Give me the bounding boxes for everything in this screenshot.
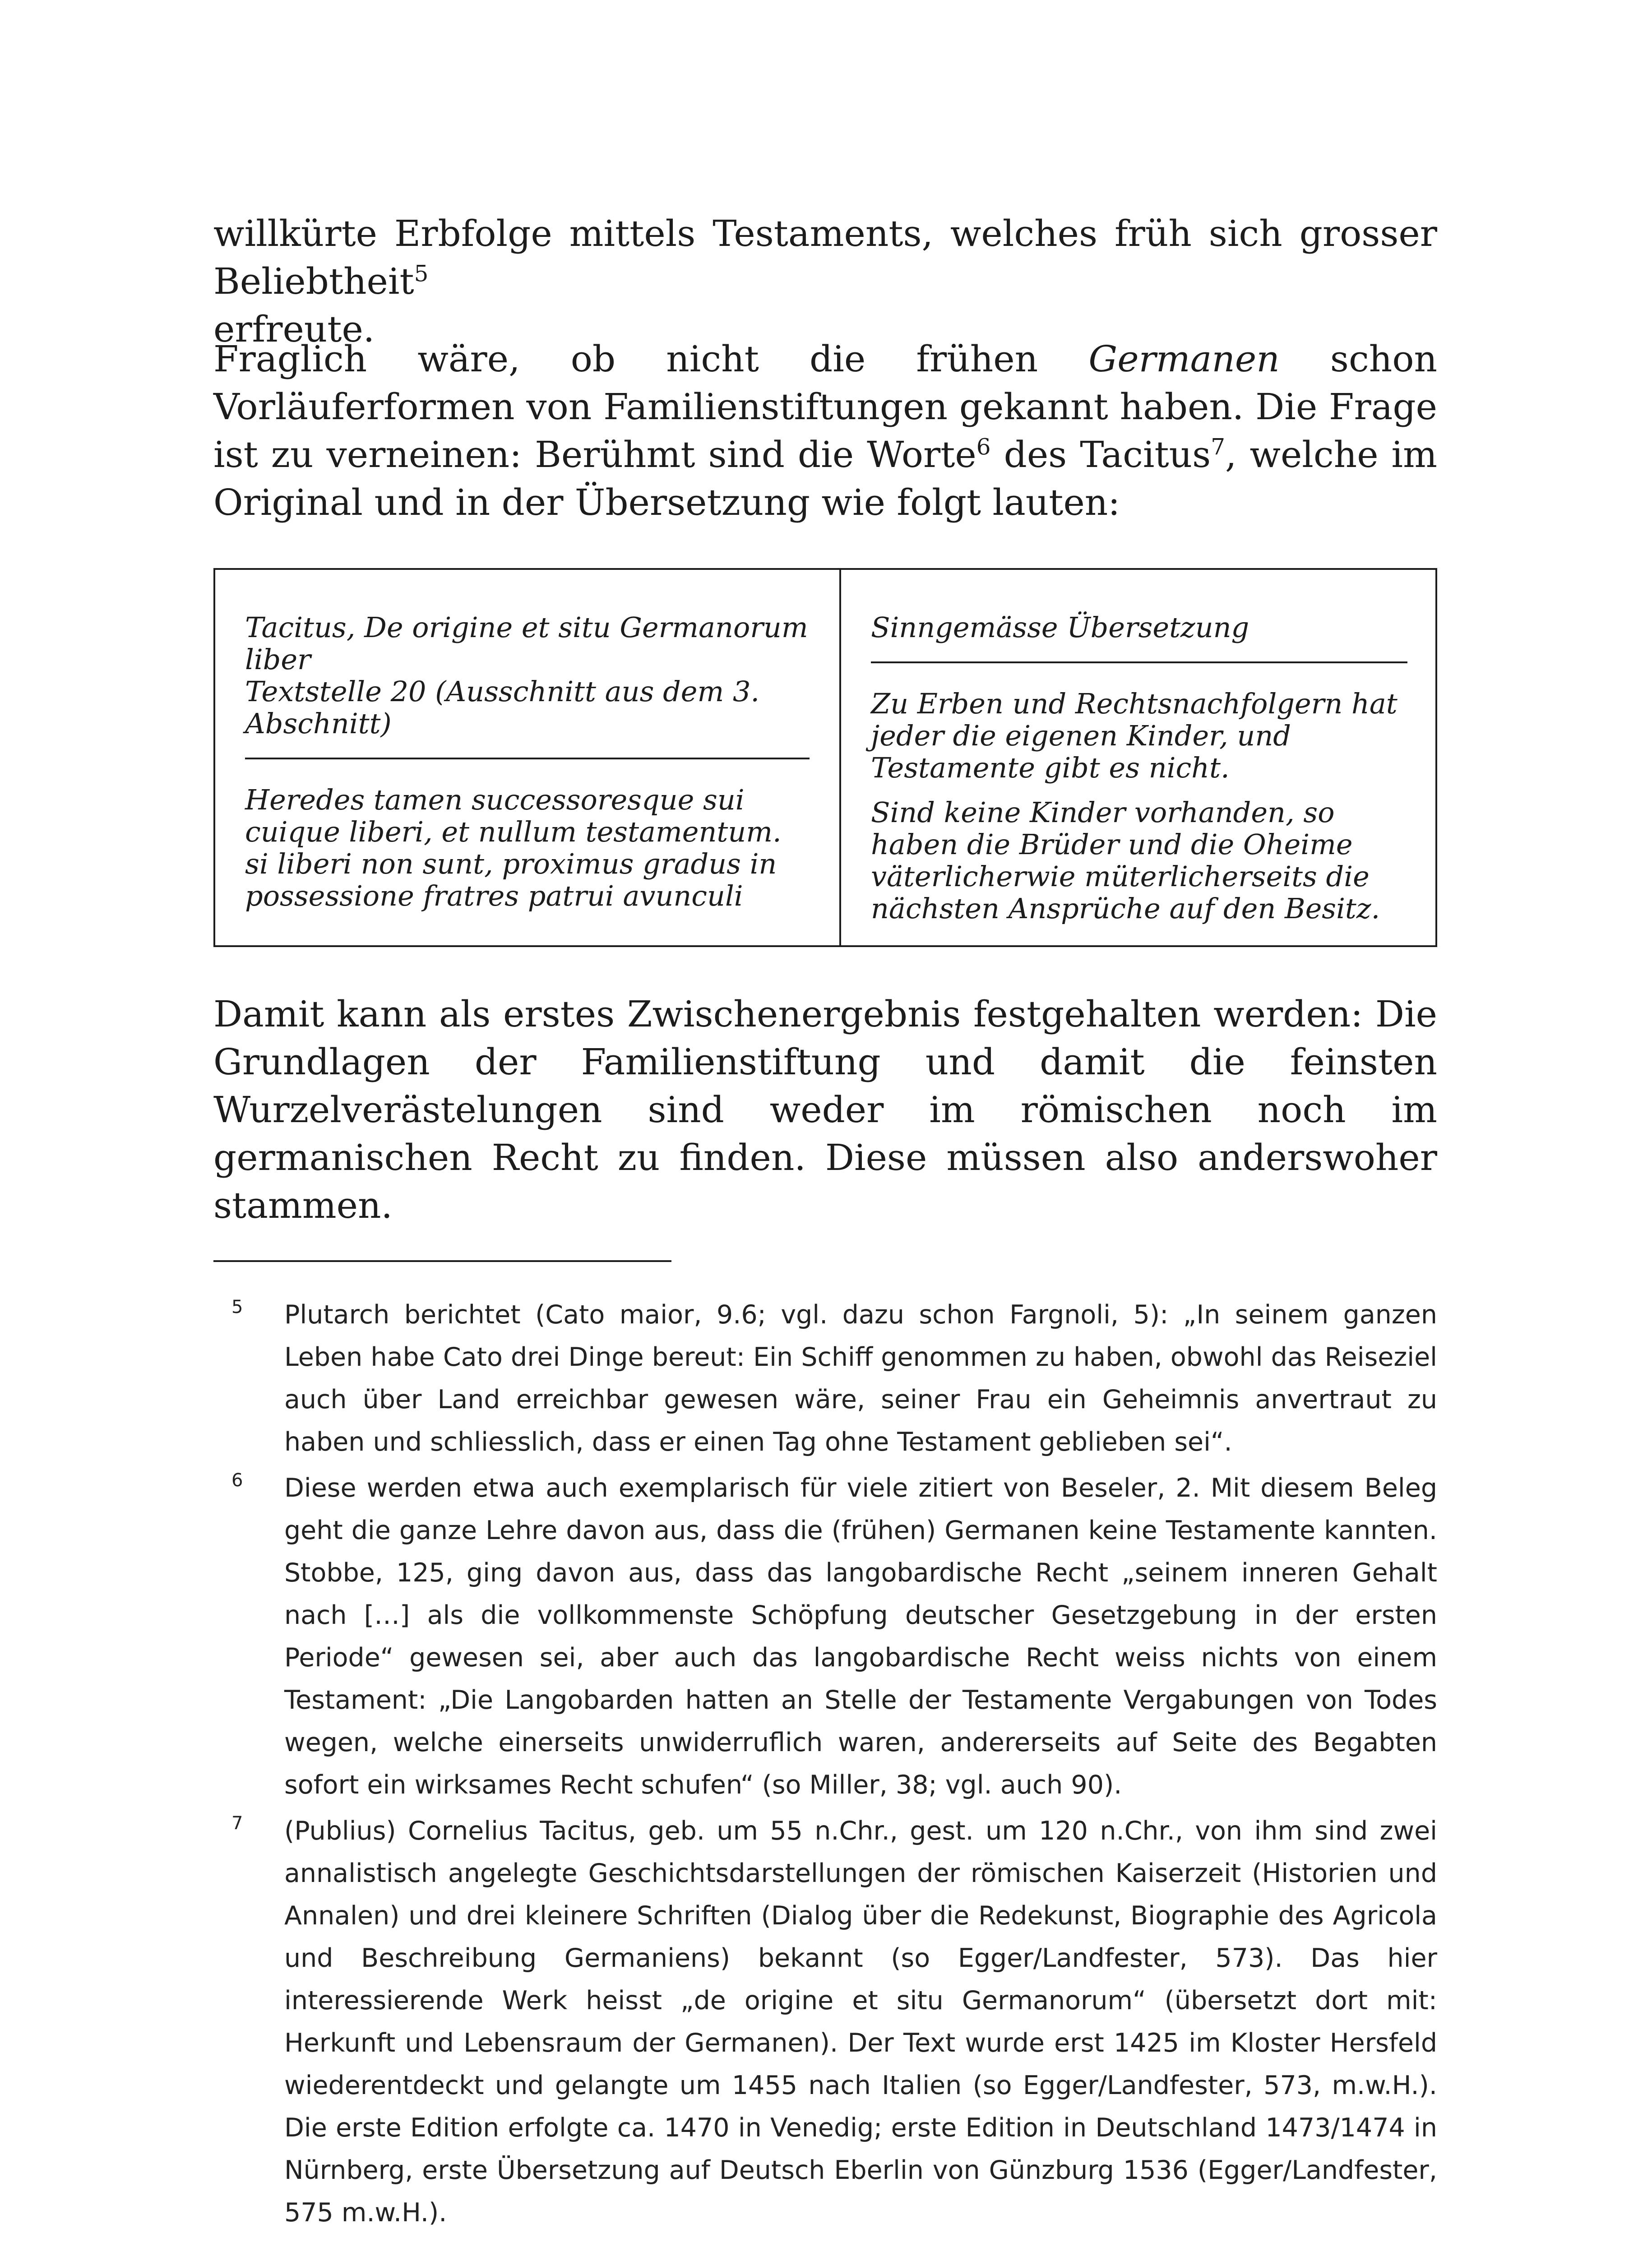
- original-source-passage: Textstelle 20 (Ausschnitt aus dem 3. Abschnitt): [245, 675, 760, 740]
- footnote-6: [213, 1467, 1437, 1806]
- original-source-title: Tacitus, De origine et situ Germanorum liber: [245, 611, 808, 676]
- quote-cell-original: [215, 570, 839, 945]
- footnote-number: 7: [231, 1813, 243, 1834]
- paragraph-2-text-d: , welche im Original und in der Übersetzung wie folgt lauten:: [213, 434, 1437, 523]
- footnote-ref-5[interactable]: 5: [414, 260, 429, 287]
- paragraph-2-emphasis: Germanen: [1088, 338, 1280, 380]
- footnote-separator: [213, 1260, 671, 1262]
- footnote-ref-7[interactable]: 7: [1211, 434, 1226, 460]
- paragraph-2-text-a: Fraglich wäre, ob nicht die frühen: [213, 338, 1089, 380]
- footnote-text: Diese werden etwa auch exemplarisch für viele zitiert von Beseler, 2. Mit diesem Beleg geht die ganze Lehre davon aus, dass die (frühen) Germanen keine Testamente kannten. Stobbe, 125, ging davon aus, dass das langobardische Recht „seinem inneren Gehalt nach […] als die vollkommenste Schöpfung deutscher Gesetzgebung in der ersten Periode“ gewesen sei, aber auch das langobardische Recht weiss nichts von einem Testament: „Die Langobarden hatten an Stelle der Testamente Vergabungen von Todes wegen, welche einerseits unwiderruflich waren, andererseits auf Seite des Begabten sofort ein wirksames Recht schufen“ (so Miller, 38; vgl. auch 90).: [284, 1473, 1437, 1800]
- paragraph-1-text: willkürte Erbfolge mittels Testaments, welches früh sich grosser Beliebtheit: [213, 213, 1437, 302]
- original-source-heading: [245, 611, 810, 759]
- translation-heading: Sinngemässe Übersetzung: [871, 611, 1407, 663]
- footnote-number: 6: [231, 1470, 243, 1491]
- footnote-text: (Publius) Cornelius Tacitus, geb. um 55 n.Chr., gest. um 120 n.Chr., von ihm sind zwei annalistisch angelegte Geschichtsdarstellungen der römischen Kaiserzeit (Historien und Annalen) und drei kleinere Schriften (Dialog über die Redekunst, Biographie des Agricola und Beschreibung Germaniens) bekannt (so Egger/Landfester, 573). Das hier interessierende Werk heisst „de origine et situ Germanorum“ (übersetzt dort mit: Herkunft und Lebensraum der Germanen). Der Text wurde erst 1425 im Kloster Hersfeld wiederentdeckt und gelangte um 1455 nach Italien (so Egger/Landfester, 573, m.w.H.). Die erste Edition erfolgte ca. 1470 in Venedig; erste Edition in Deutschland 1473/1474 in Nürnberg, erste Übersetzung auf Deutsch Eberlin von Günzburg 1536 (Egger/Landfester, 575 m.w.H.).: [284, 1816, 1437, 2228]
- paragraph-2: [213, 335, 1437, 527]
- footnote-ref-6[interactable]: 6: [976, 434, 991, 460]
- footnote-7: [213, 1810, 1437, 2234]
- translation-text-1: Zu Erben und Rechtsnachfolgern hat jeder die eigenen Kinder, und Testamente gibt es nicht.: [871, 687, 1397, 784]
- quote-table: [213, 568, 1437, 947]
- footnote-number: 5: [231, 1297, 243, 1318]
- original-latin-text: Heredes tamen successoresque sui cuique liberi, et nullum testamentum. si liberi non sunt, proximus gradus in possessione fratres patrui avunculi: [245, 783, 782, 912]
- paragraph-2-text-b: schon Vorläuferformen von Familienstiftungen gekannt haben. Die Frage ist zu verneinen: Berühmt sind die Worte: [213, 338, 1438, 476]
- footnote-text: Plutarch berichtet (Cato maior, 9.6; vgl. dazu schon Fargnoli, 5): „In seinem ganzen Leben habe Cato drei Dinge bereut: Ein Schiff genommen zu haben, obwohl das Reiseziel auch über Land erreichbar gewesen wäre, seiner Frau ein Geheimnis anvertraut zu haben und schliesslich, dass er einen Tag ohne Testament geblieben sei“.: [284, 1300, 1437, 1457]
- paragraph-1: [213, 210, 1437, 353]
- paragraph-2-text-c: des Tacitus: [990, 434, 1211, 476]
- quote-cell-translation: [841, 570, 1437, 945]
- footnote-5: [213, 1294, 1437, 1463]
- paragraph-3: Damit kann als erstes Zwischenergebnis festgehalten werden: Die Grundlagen der Familienstiftung und damit die feinsten Wurzelverästelungen sind weder im römischen noch im germanischen Recht zu finden. Diese müssen also anderswoher stammen.: [213, 993, 1437, 1226]
- paragraph-1-end: erfreute.: [213, 308, 375, 350]
- translation-text-2: Sind keine Kinder vorhanden, so haben die Brüder und die Oheime väterlicherwie müterlicherseits die nächsten Ansprüche auf den Besitz.: [871, 796, 1380, 925]
